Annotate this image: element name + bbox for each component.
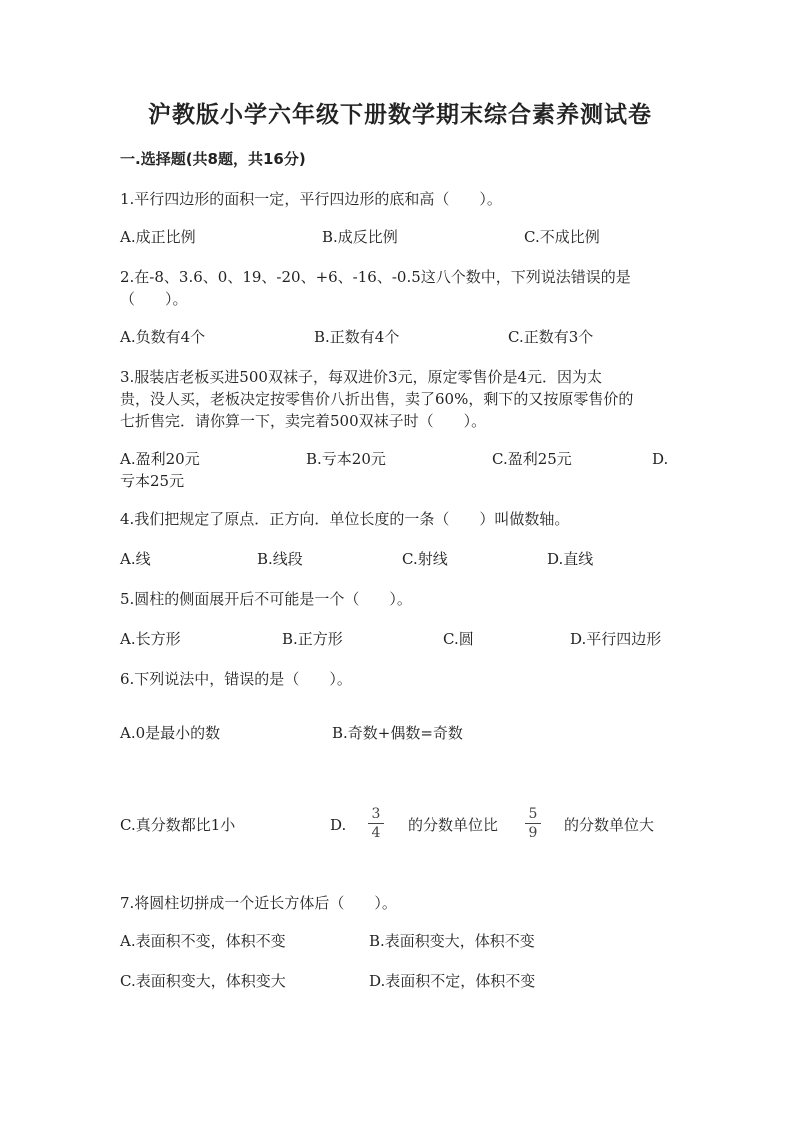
section-heading: 一.选择题(共8题，共16分): [120, 150, 306, 168]
q7-option-d: D.表面积不定，体积不变: [369, 972, 536, 990]
q1-option-c: C.不成比例: [524, 228, 600, 246]
question-3-stem-line3: 七折售完．请你算一下，卖完着500双袜子时（ ）。: [120, 412, 487, 430]
question-1-stem: 1.平行四边形的面积一定，平行四边形的底和高（ ）。: [120, 190, 502, 208]
q4-option-b: B.线段: [257, 550, 303, 568]
question-3-stem-line2: 贵，没人买，老板决定按零售价八折出售，卖了60%，剩下的又按原零售价的: [120, 390, 634, 408]
fraction-numerator: 5: [528, 806, 538, 822]
fraction-three-quarters: [368, 806, 384, 841]
q2-option-a: A.负数有4个: [120, 328, 206, 346]
q3-option-c: C.盈利25元: [492, 450, 572, 468]
q2-option-c: C.正数有3个: [508, 328, 594, 346]
q6-option-b: B.奇数+偶数=奇数: [332, 724, 463, 742]
q4-option-d: D.直线: [547, 550, 594, 568]
q1-option-b: B.成反比例: [322, 228, 398, 246]
q5-option-a: A.长方形: [120, 630, 181, 648]
q5-option-b: B.正方形: [282, 630, 343, 648]
page-title: 沪教版小学六年级下册数学期末综合素养测试卷: [148, 102, 652, 128]
q3-option-d: D.: [652, 450, 669, 468]
question-3-stem-line1: 3.服装店老板买进500双袜子，每双进价3元，原定零售价是4元．因为太: [120, 368, 603, 386]
q6-option-d-text2: 的分数单位大: [564, 816, 655, 834]
q7-option-c: C.表面积变大，体积变大: [120, 972, 286, 990]
q4-option-a: A.线: [120, 550, 151, 568]
q1-option-a: A.成正比例: [120, 228, 196, 246]
q6-option-d-text1: 的分数单位比: [408, 816, 499, 834]
question-2-stem-line2: （ ）。: [120, 290, 188, 308]
q4-option-c: C.射线: [402, 550, 448, 568]
question-6-stem: 6.下列说法中，错误的是（ ）。: [120, 670, 352, 688]
fraction-denominator: 9: [528, 825, 538, 841]
q3-option-b: B.亏本20元: [306, 450, 386, 468]
q6-option-d: D.: [330, 816, 347, 834]
fraction-denominator: 4: [371, 825, 381, 841]
q7-option-a: A.表面积不变，体积不变: [120, 932, 286, 950]
q2-option-b: B.正数有4个: [314, 328, 400, 346]
fraction-numerator: 3: [371, 806, 381, 822]
question-7-stem: 7.将圆柱切拼成一个近长方体后（ ）。: [120, 894, 397, 912]
q7-option-b: B.表面积变大，体积不变: [369, 932, 535, 950]
question-4-stem: 4.我们把规定了原点．正方向．单位长度的一条（ ）叫做数轴。: [120, 510, 570, 528]
q6-option-c: C.真分数都比1小: [120, 816, 236, 834]
q5-option-d: D.平行四边形: [570, 630, 662, 648]
fraction-five-ninths: [525, 806, 541, 841]
q3-option-a: A.盈利20元: [120, 450, 200, 468]
question-5-stem: 5.圆柱的侧面展开后不可能是一个（ ）。: [120, 590, 412, 608]
q5-option-c: C.圆: [443, 630, 474, 648]
question-2-stem-line1: 2.在-8、3.6、0、19、-20、+6、-16、-0.5这八个数中，下列说法错误的是: [120, 268, 631, 286]
q6-option-a: A.0是最小的数: [120, 724, 221, 742]
q3-option-d-continued: 亏本25元: [120, 472, 185, 490]
